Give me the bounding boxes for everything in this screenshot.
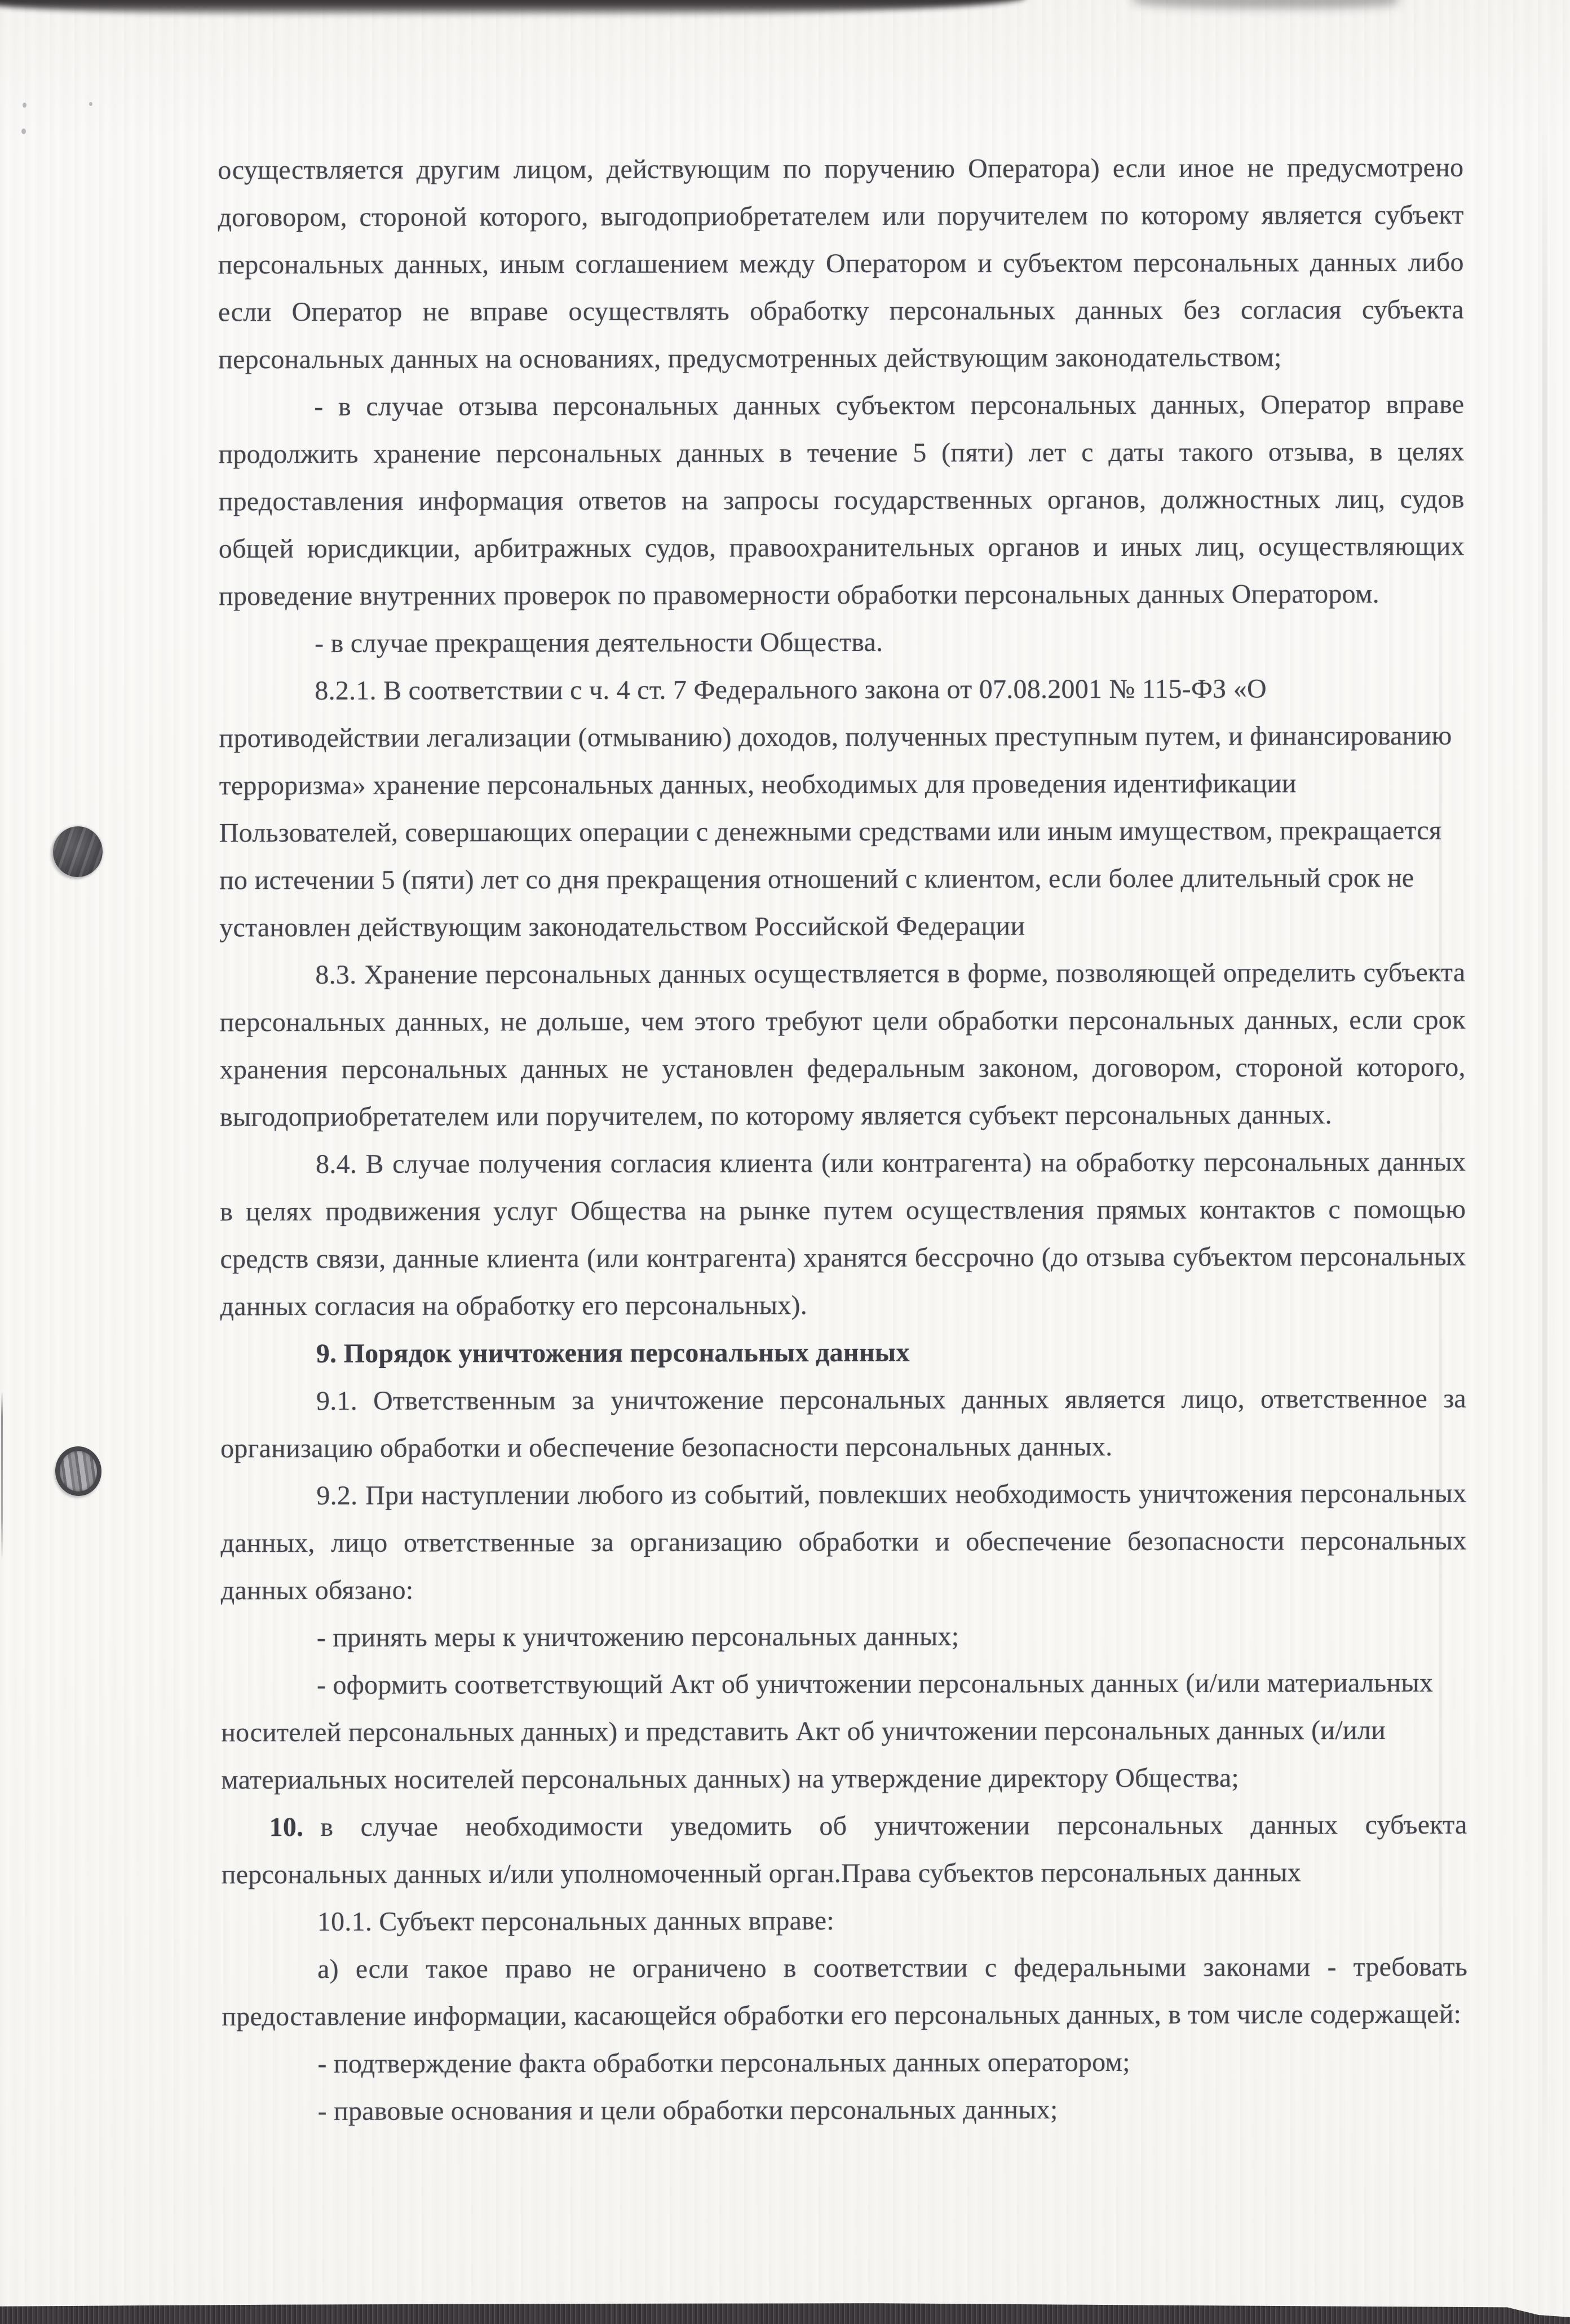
scan-speck xyxy=(23,103,26,108)
hole-punch-mark xyxy=(50,823,107,881)
scan-edge-top-smear xyxy=(1133,0,1398,8)
list-item-dash: - принять меры к уничтожению персональных данных; xyxy=(316,1621,959,1653)
clause-9-2: 9.2. При наступлении любого из событий, повлекших необходимость уничтожения персональных данных, лицо ответственные за организацию обработки и обеспечение безопасности персональных данных обязано: xyxy=(220,1478,1467,1606)
clause-8-3: 8.3. Хранение персональных данных осуществляется в форме, позволяющей определить субъекта персональных данных, не дольше, чем этого требуют цели обработки персональных данных, если срок хранения персональных данных не установлен федеральным законом, договором, стороной которого, выгодоприобретателем или поручителем, по которому является субъект персональных данных. xyxy=(219,957,1466,1132)
list-item-dash: - в случае отзыва персональных данных субъектом персональных данных, Оператор вправе продолжить хранение персональных данных в течение 5 (пяти) лет с даты такого отзыва, в целях предоставления информация ответов на запросы государственных органов, должностных лиц, судов общей юрисдикции, арбитражных судов, правоохранительных органов и иных лиц, осуществляющих проведение внутренних проверок по правомерности обработки персональных данных Оператором. xyxy=(218,389,1465,612)
clause-10 xyxy=(221,1801,1467,1899)
paragraph-continuation: осуществляется другим лицом, действующим по поручению Оператора) если иное не предусмотрено договором, стороной которого, выгодоприобретателем или поручителем по которому является субъект персональных данных, иным соглашением между Оператором и субъектом персональных данных либо если Оператор не вправе осуществлять обработку персональных данных без согласия субъекта персональных данных на основаниях, предусмотренных действующим законодательством; xyxy=(218,152,1464,375)
list-item-dash: - оформить соответствующий Акт об уничтожении персональных данных (и/или материальных носителей персональных данных) и представить Акт об уничтожении персональных данных (и/или материальных носителей персональных данных) на утверждение директору Общества; xyxy=(221,1667,1434,1795)
clause-text: в случае необходимости уведомить об уничтожении персональных данных субъекта персональных данных и/или уполномоченный орган.Права субъектов персональных данных xyxy=(221,1809,1467,1890)
clause-number: 10. xyxy=(269,1812,304,1843)
clause-10-1: 10.1. Субъект персональных данных вправе: xyxy=(317,1906,834,1937)
list-item-dash: - правовые основания и цели обработки персональных данных; xyxy=(317,2095,1058,2126)
list-item-dash: - подтверждение факта обработки персональных данных оператором; xyxy=(317,2047,1130,2079)
paper-crease xyxy=(1542,56,1547,2288)
clause-9-1: 9.1. Ответственным за уничтожение персональных данных является лицо, ответственное за организацию обработки и обеспечение безопасности персональных данных. xyxy=(220,1383,1467,1464)
scan-edge-top-band xyxy=(0,0,1026,16)
scan-speck xyxy=(21,129,26,134)
clause-10-1-a: а) если такое право не ограничено в соответствии с федеральными законами - требовать предоставление информации, касающейся обработки его персональных данных, в том числе содержащей: xyxy=(222,1951,1468,2032)
section-heading-9: 9. Порядок уничтожения персональных данных xyxy=(316,1337,910,1369)
scan-speck xyxy=(89,102,92,106)
document-text-block xyxy=(218,144,1467,2136)
list-item-dash: - в случае прекращения деятельности Общества. xyxy=(315,627,883,658)
scan-edge-bottom-band xyxy=(0,2301,1570,2324)
scan-edge-line xyxy=(1,1391,3,1560)
clause-8-2-1: 8.2.1. В соответствии с ч. 4 ст. 7 Федерального закона от 07.08.2001 № 115-ФЗ «О противодействии легализации (отмыванию) доходов, полученных преступным путем, и финансированию терроризма» хранение персональных данных, необходимых для проведения идентификации Пользователей, совершающих операции с денежными средствами или иным имуществом, прекращается по истечении 5 (пяти) лет со дня прекращения отношений с клиентом, если более длительный срок не установлен действующим законодательством Российской Федерации xyxy=(219,674,1452,943)
hole-punch-mark xyxy=(54,1445,103,1498)
clause-8-4: 8.4. В случае получения согласия клиента (или контрагента) на обработку персональных данных в целях продвижения услуг Общества на рынке путем осуществления прямых контактов с помощью средств связи, данные клиента (или контрагента) хранятся бессрочно (до отзыва субъектом персональных данных согласия на обработку его персональных). xyxy=(220,1146,1466,1322)
